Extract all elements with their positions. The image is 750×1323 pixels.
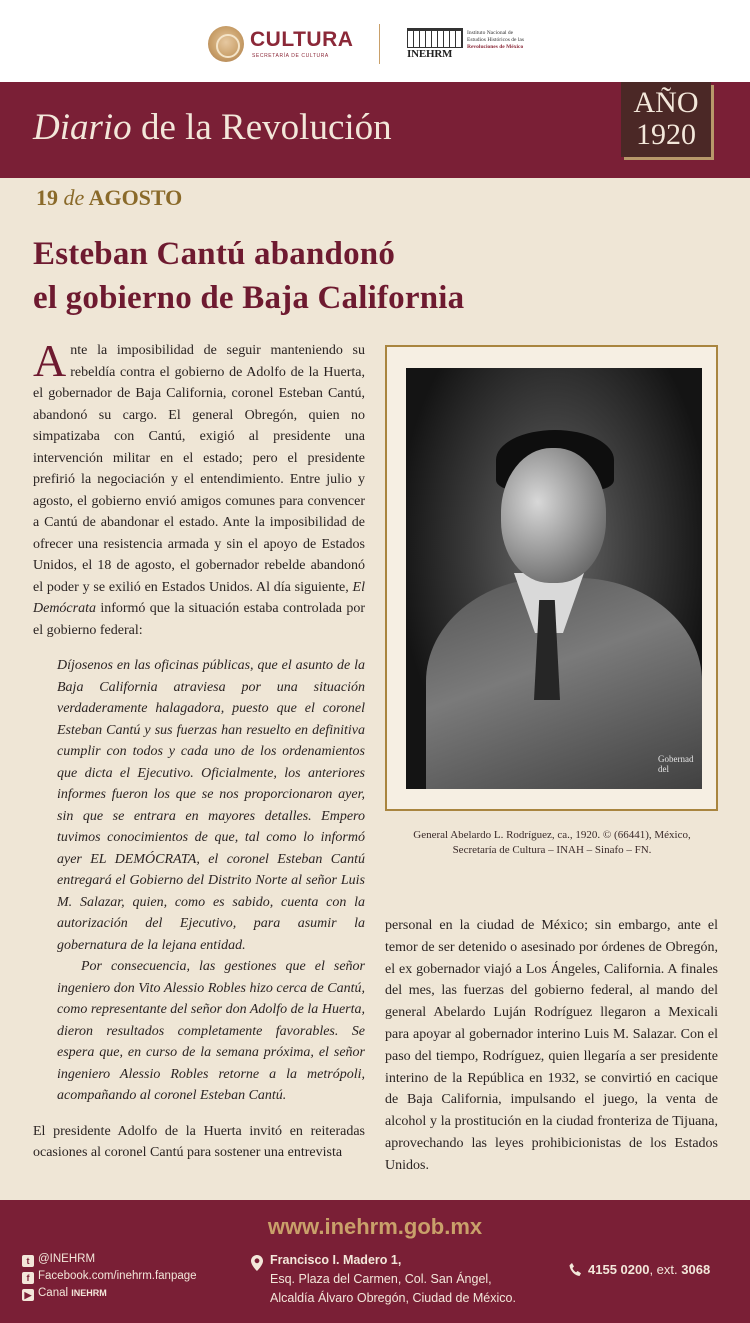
title-italic: Diario [33, 107, 132, 148]
website-link[interactable]: www.inehrm.gob.mx [267, 1214, 483, 1239]
national-seal-icon [208, 26, 244, 62]
address-line-3: Alcaldía Álvaro Obregón, Ciudad de México. [270, 1291, 516, 1305]
year-word: AÑO [633, 86, 699, 119]
facebook-link[interactable] [22, 1270, 197, 1284]
facebook-url: Facebook.com/inehrm.fanpage [38, 1270, 197, 1282]
building-icon [407, 28, 463, 48]
youtube-link[interactable] [22, 1287, 107, 1301]
paragraph-1 [33, 335, 365, 641]
twitter-handle: @INEHRM [38, 1253, 96, 1265]
quote-paragraph-1: Díjosenos en las oficinas públicas, que el asunto de la Baja California atraviesa por una situación verdaderamente halagadora, puesto que el coronel Esteban Cantú y sus fuerzas han resuelto en definitiva cumplir con todos y cada uno de los ordenamientos que dicta el Ejecutivo. Oficialmente, los anteriores informes fueron los que se nos proporcionaron ayer, sin que se entrara en mayores detalles. Empero tuvimos conocimientos de que, tal como lo informó ayer EL DEMÓCRATA, el coronel Esteban Cantú entregará el Gobierno del Distrito Norte al señor Luis M. Salazar, quien, como es sabido, cuenta con la autorización del Ejecutivo, para asumir la gobernatura de la lejana entidad. [57, 658, 365, 953]
logo-divider [379, 24, 380, 64]
date-de: de [63, 185, 85, 210]
youtube-icon: ▶ [22, 1289, 34, 1301]
inehrm-description [467, 30, 551, 51]
address [270, 1251, 516, 1308]
caption-line-1: General Abelardo L. Rodríguez, ca., 1920. © (66441), México, [413, 829, 691, 841]
address-line-1: Francisco I. Madero 1, [270, 1253, 402, 1267]
year-badge [621, 82, 711, 157]
twitter-link[interactable] [22, 1253, 95, 1267]
date-month: AGOSTO [88, 185, 183, 210]
article-left-column [33, 335, 365, 1164]
cultura-subtitle: SECRETARÍA DE CULTURA [252, 53, 329, 59]
photo-caption [390, 828, 714, 858]
paragraph-2: El presidente Adolfo de la Huerta invitó en reiteradas ocasiones al coronel Cantú para sostener una entrevista [33, 1123, 365, 1160]
photo-frame [385, 345, 718, 811]
quote-paragraph-2: Por consecuencia, las gestiones que el señor ingeniero don Vito Alessio Robles hizo cerca de Cantú, como representante del señor don Adolfo de la Huerta, dieron resultados completamente favorables. Se espera que, en curso de la semana próxima, el señor ingeniero Alessio Robles retorne a la metrópoli, acompañando al coronel Esteban Cantú. [57, 959, 365, 1103]
para1-text: nte la imposibilidad de seguir manteniendo su rebeldía contra el gobierno de Adolfo de la Huerta, el gobernador de Baja California, coronel Esteban Cantú, abandonó su cargo. El general Obregón, quien no simpatizaba con Cantú, exigió al presidente una intervención militar en el estado; pero el presidente prefirió la negociación y el entendimiento. Entre julio y agosto, el gobierno envió amigos comunes para convencer a Cantú de abandonar el estado. Ante la imposibilidad de ofrecer una resistencia armada y sin el apoyo de Estados Unidos, el 18 de agosto, el gobernador rebelde abandonó el poder y se exilió en Estados Unidos. Al día siguiente, [33, 343, 365, 595]
cultura-wordmark: CULTURA [250, 28, 354, 51]
title-rest: de la Revolución [131, 107, 392, 148]
footer [0, 1200, 750, 1323]
article-date [36, 185, 182, 211]
inehrm-desc-line2: Estudios Históricos de las [467, 37, 524, 43]
top-logo-bar [0, 0, 750, 82]
para1-text-end: informó que la situación estaba controlada por el gobierno federal: [33, 601, 365, 638]
cultura-logo[interactable] [208, 26, 358, 66]
paragraph-2-continued: personal en la ciudad de México; sin embargo, ante el temor de ser detenido o asesinado por órdenes de Obregón, el ex gobernador viajó a Los Ángeles, California. A finales del mes, las fuerzas del gobierno federal, al mando del general Abelardo Luján Rodríguez llegaron a Mexicali para apoyar al gobernador interino Luis M. Salazar. Con el paso del tiempo, Rodríguez, quien llegaría a ser presidente interino de la República en 1932, se convirtió en cacique de Baja California, impulsando el juego, la venta de alcohol y la prostitución en la ciudad fronteriza de Tijuana, aprovechando las leyes prohibicionistas de los Estados Unidos. [385, 918, 718, 1173]
newspaper-name: El Demócrata [33, 579, 365, 616]
phone-main: 4155 0200 [588, 1262, 650, 1277]
facebook-icon: f [22, 1272, 34, 1284]
drop-cap: A [33, 335, 67, 386]
photo-inscription: Gobernad del [658, 754, 694, 774]
year-number: 1920 [636, 118, 696, 151]
youtube-prefix: Canal [38, 1287, 72, 1299]
phone-extension: 3068 [681, 1262, 711, 1277]
inehrm-logo[interactable] [407, 28, 547, 62]
title-line-1: Esteban Cantú abandonó [33, 236, 396, 272]
photo-face [501, 448, 606, 583]
phone-ext-label: , ext. [649, 1262, 682, 1277]
title-line-2: el gobierno de Baja California [33, 280, 465, 316]
phone-icon [569, 1263, 581, 1277]
publication-title [33, 106, 392, 149]
portrait-photo [406, 368, 702, 789]
caption-line-2: Secretaría de Cultura – INAH – Sinafo – FN. [452, 844, 652, 856]
date-day: 19 [36, 185, 58, 210]
inehrm-wordmark: INEHRM [407, 48, 453, 60]
youtube-channel: INEHRM [71, 1288, 107, 1298]
article-right-column [385, 915, 718, 1177]
block-quote [33, 655, 365, 1107]
inehrm-desc-line3: Revoluciones de México [467, 44, 524, 50]
twitter-icon: t [22, 1255, 34, 1267]
location-pin-icon [251, 1255, 263, 1271]
address-line-2: Esq. Plaza del Carmen, Col. San Ángel, [270, 1272, 492, 1286]
phone-number[interactable] [588, 1262, 710, 1277]
inehrm-desc-line1: Instituto Nacional de [467, 30, 514, 36]
article-title [33, 232, 593, 320]
